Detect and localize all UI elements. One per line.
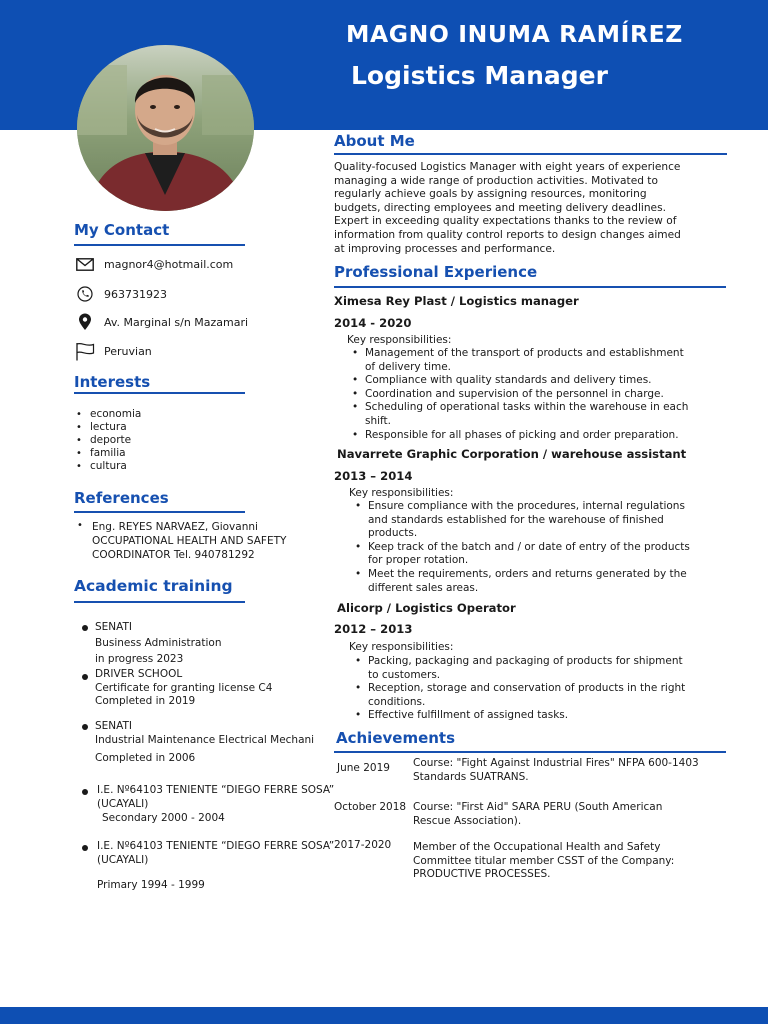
job-years: 2013 – 2014 [334,469,413,483]
academic-bullet [82,625,88,631]
interest-item: • cultura [74,460,141,473]
achievement-line: Member of the Occupational Health and Safety [413,841,661,853]
job-responsibilities [350,500,720,595]
academic-entry [97,784,334,826]
academic-location: (UCAYALI) [97,797,149,810]
interest-item: • economia [74,408,141,421]
achievement-text [413,841,713,882]
academic-program: Business Administration [95,637,222,649]
academic-institution: DRIVER SCHOOL [95,668,183,680]
contact-address-row [74,312,248,332]
responsibility-item: • Scheduling of operational tasks within the warehouse in each shift. [347,401,717,428]
academic-status: Secondary 2000 - 2004 [102,812,225,824]
job-responsibilities [347,347,717,442]
flag-icon [74,341,96,361]
mail-icon [74,254,96,274]
job-responsibilities [350,655,720,723]
academic-bullet [82,789,88,795]
interest-item: • deporte [74,434,141,447]
academic-entry [95,668,272,709]
job-title: Navarrete Graphic Corporation / warehouse assistant [337,447,687,461]
responsibility-item: • Keep track of the batch and / or date of entry of the products for proper rotation. [350,541,720,568]
interests-list [74,408,141,473]
job-title: Alicorp / Logistics Operator [337,601,516,615]
reference-bullet: • [77,520,83,531]
achievement-date: 2017-2020 [334,839,392,851]
responsibility-item: • Compliance with quality standards and delivery times. [347,374,717,388]
academic-entry [95,619,221,667]
academic-location: (UCAYALI) [97,853,149,866]
responsibility-item: • Meet the requirements, orders and returns generated by the different sales areas. [350,568,720,595]
about-rule [334,153,727,155]
academic-institution: SENATI [95,621,133,633]
reference-line: Eng. REYES NARVAEZ, Giovanni [92,521,258,533]
contact-rule [74,244,245,246]
responsibility-item: • Effective fulfillment of assigned tasks. [350,709,720,723]
academic-heading: Academic training [74,577,233,595]
academic-rule [74,601,245,603]
reference-line: COORDINATOR Tel. 940781292 [92,549,255,561]
about-line: information from quality control reports to design changes aimed [334,228,681,241]
academic-status: Primary 1994 - 1999 [97,879,205,891]
interests-heading: Interests [74,373,151,391]
achievement-line: Standards SUATRANS. [413,770,529,783]
academic-entry [97,840,334,893]
job-responsibilities-label: Key responsibilities: [347,334,452,346]
achievements-rule [334,751,726,753]
references-rule [74,511,245,513]
achievement-line: Rescue Association). [413,814,522,827]
about-line: managing a wide range of production activities. Motivated to [334,174,658,187]
profile-photo [77,45,254,211]
contact-email[interactable]: magnor4@hotmail.com [104,257,234,271]
contact-phone-row [74,284,167,304]
academic-status: Completed in 2006 [95,752,196,764]
academic-institution: I.E. Nº64103 TENIENTE “DIEGO FERRE SOSA” [97,840,335,852]
achievement-date: October 2018 [334,801,407,813]
job-title: Ximesa Rey Plast / Logistics manager [334,294,579,308]
about-line: Expert in exceeding quality expectations thanks to the review of [334,215,677,228]
contact-email-row [74,254,233,274]
about-line: regularly achieve goals by assigning resources, monitoring [334,188,647,201]
location-pin-icon [74,312,96,332]
about-line: Quality-focused Logistics Manager with eight years of experience [334,161,681,173]
footer-band [0,1007,768,1024]
responsibility-item: • Management of the transport of products and establishment of delivery time. [347,347,717,374]
job-years: 2012 – 2013 [334,622,413,636]
contact-nationality: Peruvian [104,344,152,358]
responsibility-item: • Reception, storage and conservation of products in the right conditions. [350,682,720,709]
experience-heading: Professional Experience [334,263,538,281]
academic-bullet [82,845,88,851]
responsibility-item: • Packing, packaging and packaging of products for shipment to customers. [350,655,720,682]
academic-institution: SENATI [95,720,133,732]
experience-rule [334,286,726,288]
contact-phone[interactable]: 963731923 [104,287,167,301]
academic-bullet [82,674,88,680]
job-responsibilities-label: Key responsibilities: [349,641,454,653]
academic-entry [95,719,325,765]
job-years: 2014 - 2020 [334,316,412,330]
responsibility-item: • Coordination and supervision of the personnel in charge. [347,388,717,402]
academic-bullet [82,724,88,730]
achievement-text [413,801,713,828]
about-text [334,161,726,256]
achievement-line: PRODUCTIVE PROCESSES. [413,868,551,881]
academic-status: Completed in 2019 [95,695,196,707]
candidate-role: Logistics Manager [351,61,608,90]
achievement-text [413,757,713,784]
about-heading: About Me [334,132,415,150]
responsibility-item: • Responsible for all phases of picking and order preparation. [347,429,717,443]
interest-item: • lectura [74,421,141,434]
contact-heading: My Contact [74,221,170,239]
about-line: budgets, directing employees and meeting delivery deadlines. [334,201,666,214]
achievement-line: Committee titular member CSST of the Company: [413,854,675,867]
candidate-name: MAGNO INUMA RAMÍREZ [346,20,683,48]
achievements-heading: Achievements [336,729,456,747]
achievement-date: June 2019 [337,762,390,774]
phone-icon [74,284,96,304]
academic-program: Industrial Maintenance Electrical Mechani [95,734,315,746]
job-responsibilities-label: Key responsibilities: [349,487,454,499]
interests-rule [74,392,245,394]
about-line: at improving processes and performance. [334,242,556,255]
academic-status: in progress 2023 [95,653,184,665]
academic-program: Certificate for granting license C4 [95,681,273,694]
reference-entry [92,520,322,562]
achievement-line: Course: "First Aid" SARA PERU (South American [413,801,663,813]
reference-line: OCCUPATIONAL HEALTH AND SAFETY [92,535,287,547]
academic-institution: I.E. Nº64103 TENIENTE “DIEGO FERRE SOSA” [97,784,335,796]
references-heading: References [74,489,169,507]
interest-item: • familia [74,447,141,460]
contact-nationality-row [74,341,152,361]
contact-address: Av. Marginal s/n Mazamari [104,315,249,329]
responsibility-item: • Ensure compliance with the procedures, internal regulations and standards established for the warehouse of finished products. [350,500,720,541]
achievement-line: Course: "Fight Against Industrial Fires" NFPA 600-1403 [413,757,699,769]
